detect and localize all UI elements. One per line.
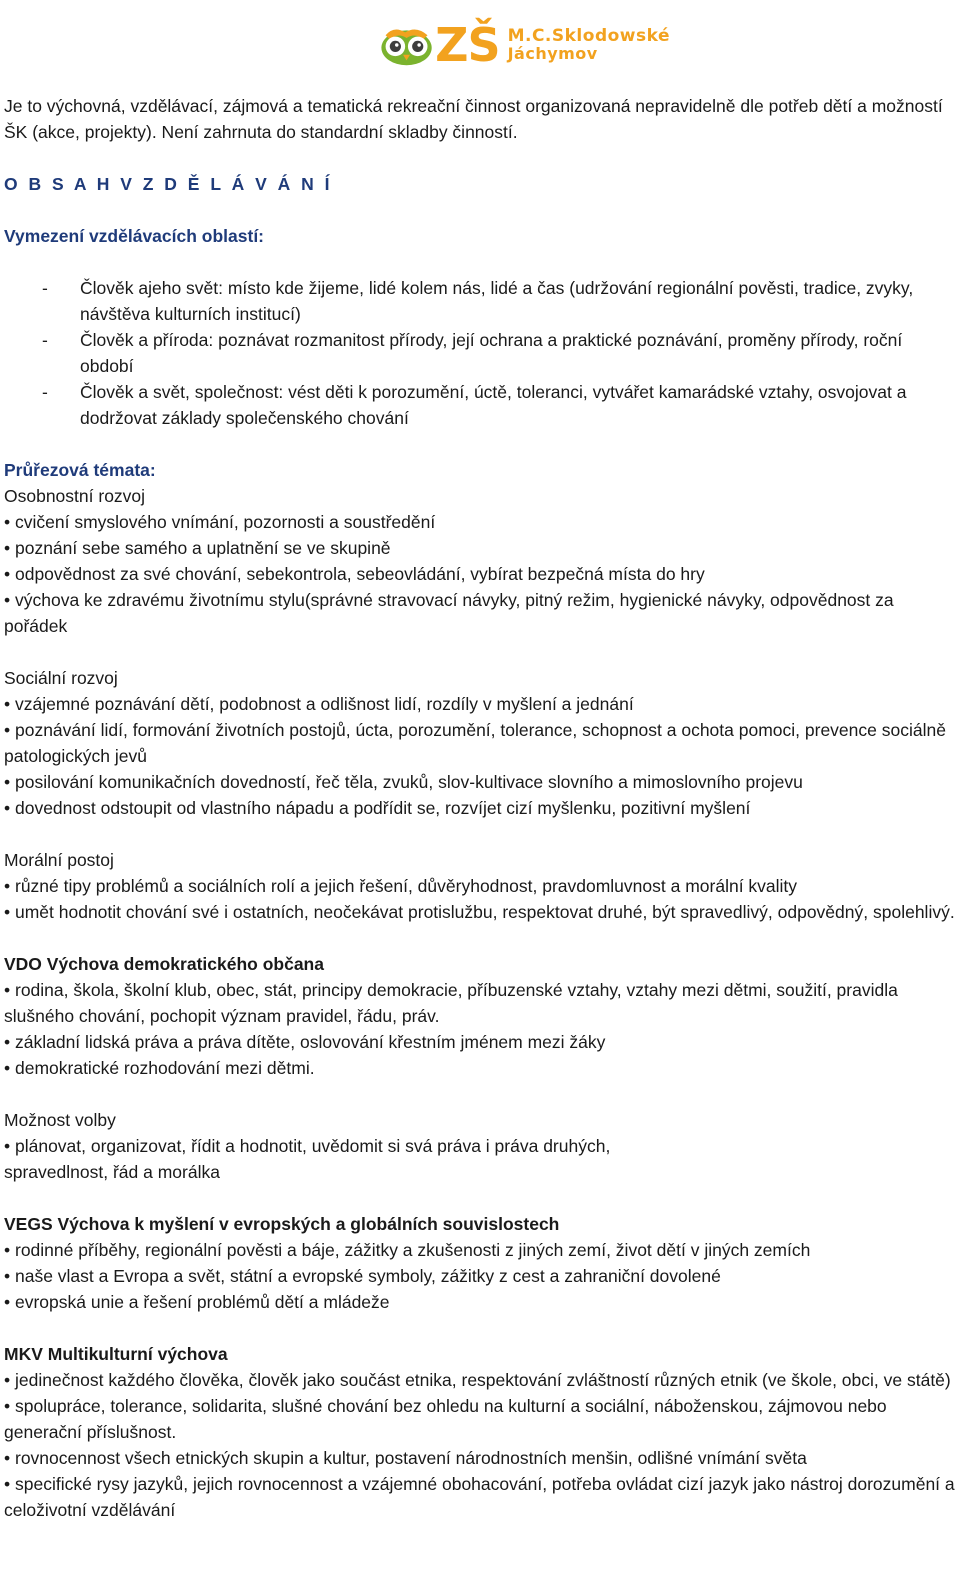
list-item: • demokratické rozhodování mezi dětmi.	[4, 1058, 315, 1078]
list-item: • umět hodnotit chování své i ostatních, neočekávat protislužbu, respektovat druhé, být spravedlivý, odpovědný, spolehlivý.	[4, 902, 955, 922]
mkv-title: MKV Multikulturní výchova	[4, 1344, 228, 1364]
list-item: • poznávání lidí, formování životních postojů, úcta, porozumění, tolerance, schopnost a ochota pomoci, prevence sociálně patologických jevů	[4, 720, 946, 766]
list-item: spravedlnost, řád a morálka	[4, 1162, 220, 1182]
logo-mark: ZŠ	[435, 18, 500, 72]
vdo-title: VDO Výchova demokratického občana	[4, 954, 324, 974]
list-item: • naše vlast a Evropa a svět, státní a evropské symboly, zážitky z cest a zahraniční dovolené	[4, 1266, 721, 1286]
personal-title: Osobnostní rozvoj	[4, 486, 146, 506]
list-item: • cvičení smyslového vnímání, pozornosti a soustředění	[4, 512, 436, 532]
owl-logo-icon	[380, 15, 433, 75]
school-logo	[380, 12, 670, 78]
list-item: • specifické rysy jazyků, jejich rovnocennost a vzájemné obohacování, potřeba ovládat cizí jazyk jako nástroj dorozumění a celoživotní vzdělávání	[4, 1474, 955, 1520]
choice-title: Možnost volby	[4, 1110, 116, 1130]
list-item: • odpovědnost za své chování, sebekontrola, sebeovládání, vybírat bezpečná místa do hry	[4, 564, 705, 584]
area-text: Člověk ajeho svět: místo kde žijeme, lidé kolem nás, lidé a čas (udržování regionální pověsti, tradice, zvyky, návštěva kulturních institucí)	[80, 278, 914, 324]
list-item: • plánovat, organizovat, řídit a hodnotit, uvědomit si svá práva i práva druhých,	[4, 1136, 611, 1156]
list-item: • posilování komunikačních dovedností, řeč těla, zvuků, slov-kultivace slovního a mimoslovního projevu	[4, 772, 803, 792]
list-item: • rodina, škola, školní klub, obec, stát, principy demokracie, příbuzenské vztahy, vztahy mezi dětmi, soužití, pravidla slušného chování, pochopit význam pravidel, řádu, práv.	[4, 980, 898, 1026]
list-item: • rodinné příběhy, regionální pověsti a báje, zážitky a zkušenosti z jiných zemí, život dětí v jiných zemích	[4, 1240, 811, 1260]
area-text: Člověk a svět, společnost: vést děti k porozumění, úctě, toleranci, vytvářet kamarádské vztahy, osvojovat a dodržovat základy společenského chování	[80, 382, 907, 428]
list-item: • dovednost odstoupit od vlastního nápadu a podřídit se, rozvíjet cizí myšlenku, pozitivní myšlení	[4, 798, 751, 818]
list-item: • vzájemné poznávání dětí, podobnost a odlišnost lidí, rozdíly v myšlení a jednání	[4, 694, 634, 714]
list-item: • jedinečnost každého člověka, člověk jako součást etnika, respektování zvláštností různých etnik (ve škole, obci, ve státě)	[4, 1370, 951, 1390]
list-item: - Člověk ajeho svět: místo kde žijeme, lidé kolem nás, lidé a čas (udržování regionální pověsti, tradice, zvyky, návštěva kulturních institucí)	[42, 278, 914, 324]
list-item: • evropská unie a řešení problémů dětí a mládeže	[4, 1292, 390, 1312]
areas-heading: Vymezení vzdělávacích oblastí:	[4, 226, 265, 246]
social-title: Sociální rozvoj	[4, 668, 118, 688]
areas-list	[4, 275, 956, 431]
document-body	[4, 93, 956, 1523]
list-item: • spolupráce, tolerance, solidarita, slušné chování bez ohledu na kulturní a sociální, náboženskou, zájmovou nebo generační příslušnost.	[4, 1396, 887, 1442]
content-heading: O B S A H V Z D Ě L Á V Á N Í	[4, 174, 333, 194]
list-item: - Člověk a příroda: poznávat rozmanitost přírody, její ochrana a praktické poznávání, proměny přírody, roční období	[42, 330, 903, 376]
school-name-line2: Jáchymov	[507, 43, 598, 63]
intro-paragraph: Je to výchovná, vzdělávací, zájmová a tematická rekreační činnost organizovaná nepravidelně dle potřeb dětí a možností ŠK (akce, projekty). Není zahrnuta do standardní skladby činností.	[4, 96, 943, 142]
list-item: - Člověk a svět, společnost: vést děti k porozumění, úctě, toleranci, vytvářet kamarádské vztahy, osvojovat a dodržovat základy společenského chování	[42, 382, 907, 428]
area-text: Člověk a příroda: poznávat rozmanitost přírody, její ochrana a praktické poznávání, proměny přírody, roční období	[80, 330, 903, 376]
list-item: • základní lidská práva a práva dítěte, oslovování křestním jménem mezi žáky	[4, 1032, 606, 1052]
school-name	[507, 25, 670, 63]
list-item: • rovnocennost všech etnických skupin a kultur, postavení národnostních menšin, odlišné vnímání světa	[4, 1448, 807, 1468]
list-item: • výchova ke zdravému životnímu stylu(správné stravovací návyky, pitný režim, hygienické návyky, odpovědnost za pořádek	[4, 590, 894, 636]
vegs-title: VEGS Výchova k myšlení v evropských a globálních souvislostech	[4, 1214, 560, 1234]
list-item: • poznání sebe samého a uplatnění se ve skupině	[4, 538, 391, 558]
moral-title: Morální postoj	[4, 850, 114, 870]
list-item: • různé tipy problémů a sociálních rolí a jejich řešení, důvěryhodnost, pravdomluvnost a morální kvality	[4, 876, 798, 896]
themes-heading: Průřezová témata:	[4, 460, 156, 480]
school-name-line1: M.C.Sklodowské	[507, 25, 670, 46]
